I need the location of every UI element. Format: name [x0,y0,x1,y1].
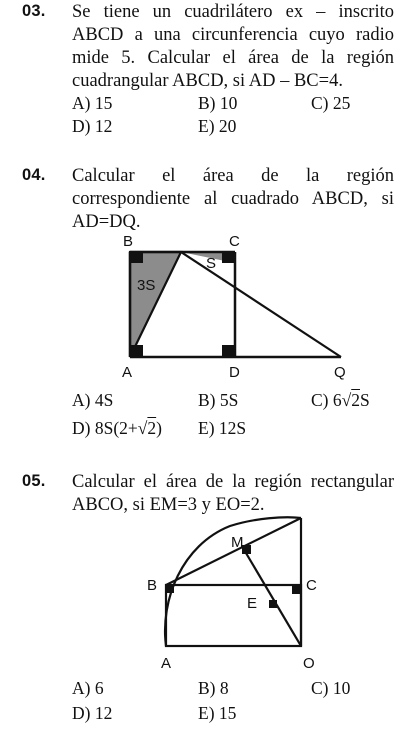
marker-c [292,585,301,594]
problem-03-line-1: Se tiene un cuadrilátero ex – inscrito [72,2,394,22]
label-q: Q [334,364,346,381]
label-o: O [303,655,315,672]
problem-03-option-c: C) 25 [311,93,351,113]
marker-e [269,600,277,608]
problem-04-number: 04. [22,166,46,184]
problem-04-line-2: correspondiente al cuadrado ABCD, si [72,189,394,209]
problem-05-option-a: A) 6 [72,678,104,698]
label-a: A [161,655,172,672]
problem-03-line-2: ABCD a una circunferencia cuyo radio [72,25,394,45]
problem-05-option-b: B) 8 [198,678,229,698]
problem-04-line-3: AD=DQ. [72,212,141,232]
label-m: M [231,534,244,551]
sqrt-symbol: √ [341,390,352,410]
label-s: S [206,255,217,272]
label-b: B [123,233,134,250]
problem-05-line-1: Calcular el área de la región rectangular [72,472,394,492]
problem-05-option-d: D) 12 [72,703,113,723]
problem-04-option-c: C) 6√2S [311,390,370,410]
sqrt-symbol: √ [137,418,148,438]
problem-04-option-e: E) 12S [198,418,247,438]
problem-04-option-b: B) 5S [198,390,239,410]
label-e: E [247,595,258,612]
problem-05-option-e: E) 15 [198,703,237,723]
problem-03-option-a: A) 15 [72,93,113,113]
problem-03-option-e: E) 20 [198,116,237,136]
problem-05-number: 05. [22,472,46,490]
problem-03-option-d: D) 12 [72,116,113,136]
problem-03-line-3: mide 5. Calcular el área de la región [72,48,394,68]
problem-03-option-b: B) 10 [198,93,238,113]
problem-03-number: 03. [22,2,46,20]
problem-05-option-c: C) 10 [311,678,351,698]
label-3s: 3S [137,277,156,294]
rectangle-abco [166,585,301,646]
label-d: D [229,364,240,381]
label-c: C [229,233,240,250]
label-b: B [147,577,158,594]
problem-04-line-1: Calcular el área de la región [72,166,394,186]
label-c: C [306,577,317,594]
marker-b [166,585,174,593]
problem-04-option-a: A) 4S [72,390,114,410]
problem-04-option-d: D) 8S(2+√2) [72,418,162,438]
segment-bm [166,518,301,585]
label-a: A [122,364,133,381]
problem-03-line-4: cuadrangular ABCD, si AD – BC=4. [72,71,343,91]
problem-05-line-2: ABCO, si EM=3 y EO=2. [72,495,265,515]
